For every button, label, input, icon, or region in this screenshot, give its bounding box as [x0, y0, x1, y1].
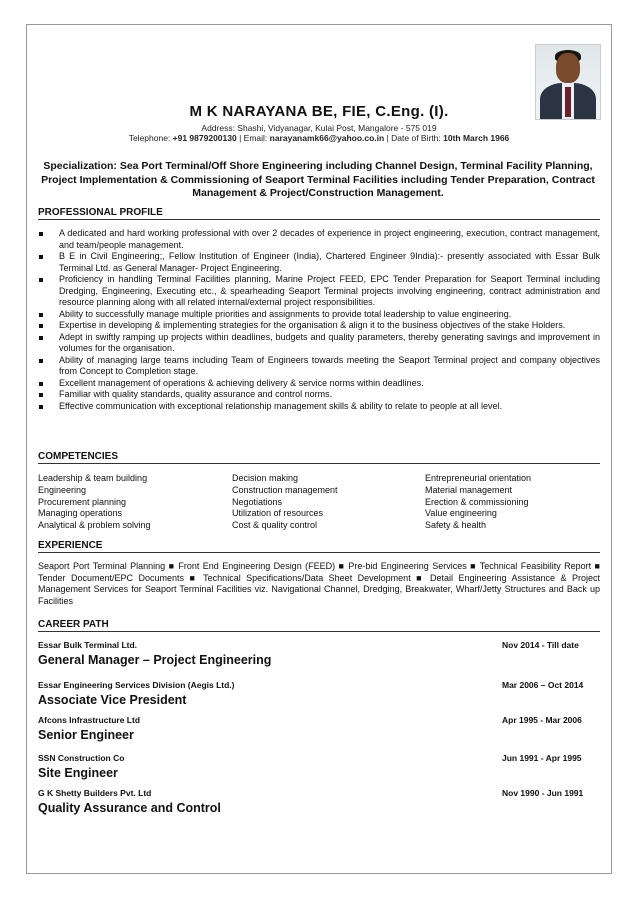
competency-item: Managing operations [38, 508, 123, 519]
competency-row [38, 497, 600, 509]
competency-item: Construction management [232, 484, 338, 495]
career-entry-header [38, 715, 600, 725]
competency-item: Erection & commissioning [425, 496, 529, 507]
profile-item: B E in Civil Engineering;, Fellow Institution of Engineer (India), Chartered Engineer 9India):- presently associated with Essar Bulk Terminal Ltd. as General Manager- Project Engineering. [38, 251, 600, 274]
career-entry [38, 680, 600, 707]
experience-summary: Seaport Port Terminal Planning ■ Front End Engineering Design (FEED) ■ Pre-bid Engineering Services ■ Technical Feasibility Report ■ Tender Document/EPC Documents ■ Technical Specifications/Data Sheet Development ■ Detail Engineering Assistance & Project Management Services for Seaport Terminal Facilities viz. Navigational Channel, Dredging, Breakwater, Wharf/Jetty Structures and Back up Facilities [38, 561, 600, 606]
profile-item: Excellent management of operations & achieving delivery & service norms within deadlines. [38, 378, 600, 390]
phone-label: Telephone: [128, 133, 173, 143]
competency-item: Engineering [38, 484, 87, 495]
job-title: Associate Vice President [38, 693, 187, 707]
company-name: Essar Engineering Services Division (Aegis Ltd.) [38, 680, 235, 690]
competency-item: Analytical & problem solving [38, 520, 151, 531]
competency-item: Negotiations [232, 496, 283, 507]
career-entry-header [38, 640, 600, 650]
competency-item: Value engineering [425, 508, 497, 519]
company-name: Afcons Infrastructure Ltd [38, 715, 141, 725]
profile-item: Ability of managing large teams including Team of Engineers towards meeting the Seaport Terminal project and company objectives from Concept to Completion stage. [38, 355, 600, 378]
career-entry [38, 640, 600, 667]
competency-item: Utilization of resources [232, 508, 324, 519]
specialization-statement: Specialization: Sea Port Terminal/Off Shore Engineering including Channel Design, Terminal Facility Planning, Project Implementation & Commissioning of Seaport Terminal Facilities including Tender Preparation, Contract Management & Project/Construction Management. [41, 160, 595, 199]
profile-item: Familiar with quality standards, quality assurance and control norms. [38, 389, 600, 401]
career-entry [38, 715, 600, 742]
competency-item: Entrepreneurial orientation [425, 473, 532, 483]
job-title: Quality Assurance and Control [38, 801, 221, 815]
email-label: | Email: [236, 133, 270, 143]
company-name: Essar Bulk Terminal Ltd. [38, 640, 138, 650]
employment-dates: Nov 1990 - Jun 1991 [502, 788, 584, 798]
employment-dates: Apr 1995 - Mar 2006 [502, 715, 582, 725]
profile-item: Effective communication with exceptional relationship management skills & ability to relate to people at all level. [38, 401, 600, 413]
competency-row [38, 508, 600, 520]
company-name: SSN Construction Co [38, 753, 125, 763]
section-heading-profile: PROFESSIONAL PROFILE [38, 207, 600, 220]
competency-item: Decision making [232, 473, 299, 483]
competency-row [38, 473, 600, 485]
employment-dates: Jun 1991 - Apr 1995 [502, 753, 582, 763]
section-heading-career: CAREER PATH [38, 619, 600, 632]
job-title: General Manager – Project Engineering [38, 653, 272, 667]
career-entry-header [38, 788, 600, 798]
candidate-name: M K NARAYANA BE, FIE, C.Eng. (I). [189, 103, 449, 120]
profile-list [38, 228, 600, 412]
competency-item: Material management [425, 484, 513, 495]
employment-dates: Nov 2014 - Till date [502, 640, 579, 650]
phone-value: +91 9879200130 [172, 133, 237, 143]
career-entry-header [38, 753, 600, 763]
dob-value: 10th March 1966 [443, 133, 510, 143]
email-value: narayanamk66@yahoo.co.in [269, 133, 385, 143]
competency-item: Cost & quality control [232, 520, 318, 531]
competency-item: Safety & health [425, 520, 487, 531]
career-entry [38, 753, 600, 780]
profile-item: Adept in swiftly ramping up projects within deadlines, budgets and quality parameters, thereby generating savings and improvement in volumes for the organisation. [38, 332, 600, 355]
dob-label: | Date of Birth: [384, 133, 444, 143]
page-border [26, 24, 612, 874]
employment-dates: Mar 2006 – Oct 2014 [502, 680, 584, 690]
section-heading-competencies: COMPETENCIES [38, 451, 600, 464]
job-title: Site Engineer [38, 766, 118, 780]
competency-item: Procurement planning [38, 496, 127, 507]
competency-row [38, 520, 600, 532]
profile-item: Expertise in developing & implementing strategies for the organisation & align it to the business objectives of the stake Holders. [38, 320, 600, 332]
contact-line [0, 133, 638, 143]
competency-row [38, 485, 600, 497]
profile-item: Proficiency in handling Terminal Facilities planning, Marine Project FEED, EPC Tender Preparation for Seaport Terminal including Dredging, Engineering, Executing etc., & spearheading Seaport Terminal projects involving engineering, contract administration and resource planning along with all related internal/external project responsibilities. [38, 274, 600, 309]
address-line: Address: Shashi, Vidyanagar, Kulai Post, Mangalore - 575 019 [201, 123, 437, 133]
competencies-grid [38, 473, 600, 532]
competency-item: Leadership & team building [38, 473, 148, 483]
company-name: G K Shetty Builders Pvt. Ltd [38, 788, 152, 798]
job-title: Senior Engineer [38, 728, 134, 742]
profile-item: A dedicated and hard working professional with over 2 decades of experience in project engineering, execution, contract management, and team/people management. [38, 228, 600, 251]
section-heading-experience: EXPERIENCE [38, 540, 600, 553]
career-entry-header [38, 680, 600, 690]
profile-item: Ability to successfully manage multiple priorities and assignments to provide total leadership to value engineering. [38, 309, 600, 321]
career-entry [38, 788, 600, 815]
